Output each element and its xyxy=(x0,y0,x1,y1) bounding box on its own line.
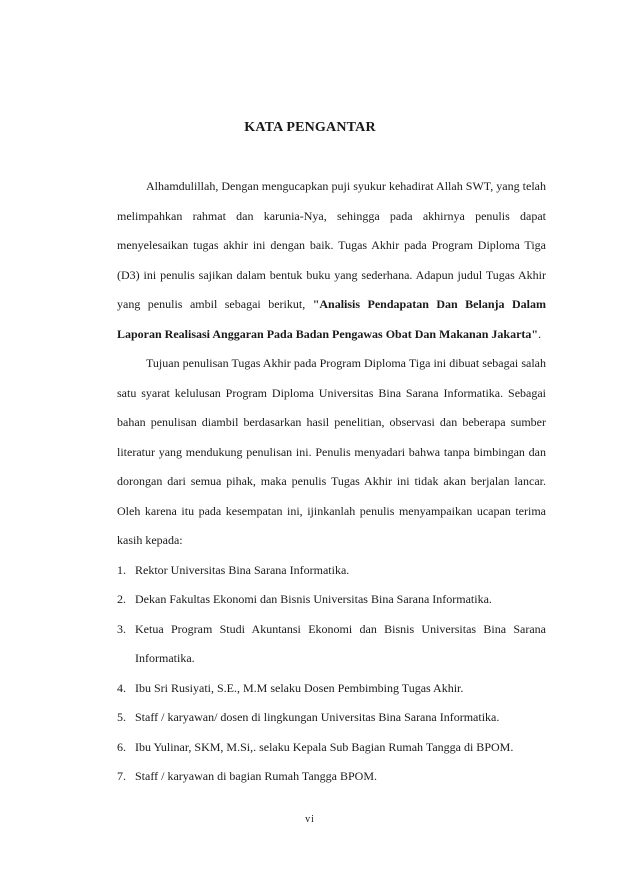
list-number: 4. xyxy=(117,680,126,695)
paragraph-purpose: Tujuan penulisan Tugas Akhir pada Program Diploma Tiga ini dibuat sebagai salah satu syarat kelulusan Program Diploma Universitas Bina Sarana Informatika. Sebagai bahan penulisan diambil berdasarkan hasil penelitian, observasi dan beberapa sumber literatur yang mendukung penulisan ini. Penulis menyadari bahwa tanpa bimbingan dan dorongan dari semua pihak, maka penulis Tugas Akhir ini tidak akan berjalan lancar. Oleh karena itu pada kesempatan ini, ijinkanlah penulis menyampaikan ucapan terima kasih kepada: xyxy=(117,356,546,547)
list-text: Staff / karyawan di bagian Rumah Tangga BPOM. xyxy=(135,769,378,783)
list-number: 2. xyxy=(117,592,126,606)
thesis-title: "Analisis Pendapatan Dan Belanja Dalam Laporan Realisasi Anggaran Pada Badan Pengawas Obat Dan Makanan Jakarta" xyxy=(117,297,546,341)
list-item xyxy=(117,762,546,792)
list-number: 6. xyxy=(117,739,126,754)
page-body xyxy=(117,172,546,792)
list-number: 1. xyxy=(117,562,126,577)
list-text: Ketua Program Studi Akuntansi Ekonomi dan Bisnis Universitas Bina Sarana Informatika. xyxy=(135,621,546,665)
paragraph-text: Alhamdulillah, Dengan mengucapkan puji syukur kehadirat Allah SWT, yang telah melimpahkan rahmat dan karunia-Nya, sehingga pada akhirnya penulis dapat menyelesaikan tugas akhir ini dengan baik. Tugas Akhir pada Program Diploma Tiga (D3) ini penulis sajikan dalam bentuk buku yang sederhana. Adapun judul Tugas Akhir yang penulis ambil sebagai berikut, xyxy=(117,179,546,311)
list-number: 7. xyxy=(117,769,126,783)
list-item xyxy=(117,674,546,704)
list-text: Dekan Fakultas Ekonomi dan Bisnis Universitas Bina Sarana Informatika. xyxy=(135,592,492,606)
acknowledgement-list xyxy=(117,556,546,792)
page-title: KATA PENGANTAR xyxy=(244,120,376,135)
list-text: Ibu Sri Rusiyati, S.E., M.M selaku Dosen Pembimbing Tugas Akhir. xyxy=(135,680,464,695)
list-text: Rektor Universitas Bina Sarana Informatika. xyxy=(135,562,350,577)
paragraph-end: . xyxy=(538,326,542,341)
paragraph-opening xyxy=(117,172,546,349)
list-item xyxy=(117,703,546,733)
list-text: Ibu Yulinar, SKM, M.Si,. selaku Kepala Sub Bagian Rumah Tangga di BPOM. xyxy=(135,739,514,754)
list-item xyxy=(117,615,546,674)
list-item xyxy=(117,585,546,615)
list-item xyxy=(117,556,546,586)
page-number: vi xyxy=(305,814,315,825)
list-item xyxy=(117,733,546,763)
list-number: 5. xyxy=(117,710,126,724)
list-number: 3. xyxy=(117,621,126,636)
list-text: Staff / karyawan/ dosen di lingkungan Universitas Bina Sarana Informatika. xyxy=(135,710,500,724)
